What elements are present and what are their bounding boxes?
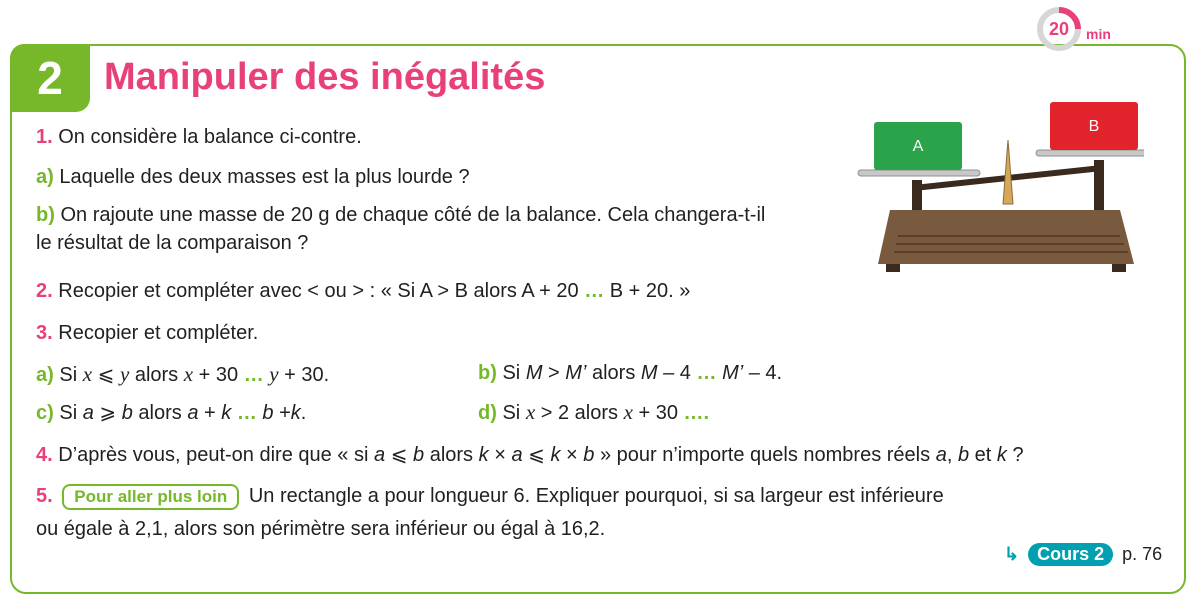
timer-unit: min <box>1086 26 1111 42</box>
q4-le2: ⩽ <box>528 444 545 466</box>
q3a-x2: x <box>183 362 194 386</box>
q4-a3: a <box>935 444 947 466</box>
q1a-text: Laquelle des deux masses est la plus lourde ? <box>59 166 470 188</box>
q5-text-1: Un rectangle a pour longueur 6. Expliquer pourquoi, si sa largeur est inférieure <box>248 485 944 507</box>
q2-lt-symbol: < <box>307 280 319 302</box>
q3c-k2: k <box>290 402 301 424</box>
q2-text-end: B + 20. » <box>609 280 691 302</box>
q4-comma: , <box>946 444 953 466</box>
q3c-dots: … <box>236 402 257 424</box>
balance-illustration <box>852 96 1144 280</box>
q5-line <box>36 484 944 510</box>
q3d-x: x <box>525 400 536 424</box>
q4-number: 4. <box>36 444 53 466</box>
exercise-title: Manipuler des inégalités <box>104 56 546 98</box>
q4-k2: k <box>550 444 561 466</box>
q3-line <box>36 322 258 345</box>
q2-ou: ou <box>324 280 347 302</box>
q5-text-2: ou égale à 2,1, alors son périmètre sera inférieur ou égal à 16,2. <box>36 518 606 540</box>
q3-text: Recopier et compléter. <box>58 322 259 344</box>
q5-number: 5. <box>36 485 53 507</box>
q3d-label: d) <box>478 402 497 424</box>
q4-alors: alors <box>429 444 474 466</box>
q3a-label: a) <box>36 364 54 386</box>
balance-needle <box>1003 140 1013 204</box>
q1-line <box>36 126 362 149</box>
q3b-gt: > <box>548 362 560 384</box>
q3c-b: b <box>121 402 133 424</box>
q2-line <box>36 280 690 303</box>
q2-text-mid: : « Si A <box>369 280 432 302</box>
q3d-line <box>478 400 709 425</box>
exercise-number: 2 <box>10 44 90 112</box>
cours-reference[interactable] <box>1004 543 1162 566</box>
q4-a: a <box>374 444 386 466</box>
q3b-minus4: – 4 <box>663 362 691 384</box>
cours-page: p. 76 <box>1122 544 1163 564</box>
q3c-end: . <box>300 402 307 424</box>
q3c-a: a <box>82 402 94 424</box>
q3c-line <box>36 400 306 425</box>
q3b-Mprime: M’ <box>565 362 587 384</box>
q4-le: ⩽ <box>390 444 408 466</box>
q1b-line2: le résultat de la comparaison ? <box>36 232 309 254</box>
cours-badge[interactable]: Cours 2 <box>1028 543 1113 566</box>
q4-b: b <box>413 444 425 466</box>
q3b-si: Si <box>502 362 521 384</box>
q3a-line <box>36 362 329 387</box>
q3c-alors: alors <box>138 402 182 424</box>
q3c-a2: a <box>187 402 199 424</box>
q3a-end: + 30. <box>284 364 330 386</box>
q2-gt-symbol-2: > <box>437 280 450 302</box>
q3d-alors: alors <box>574 402 618 424</box>
arrow-icon: ↳ <box>1004 544 1020 564</box>
q3a-x: x <box>82 362 93 386</box>
q4-k3: k <box>996 444 1007 466</box>
q1-number: 1. <box>36 126 53 148</box>
q3d-gt: > <box>540 402 553 424</box>
q3d-x2: x <box>623 400 633 424</box>
q2-text-start: Recopier et compléter avec <box>58 280 302 302</box>
mass-a-label: A <box>912 138 924 155</box>
q3a-plus30: + 30 <box>198 364 239 386</box>
q4-question-mark: ? <box>1012 444 1024 466</box>
q4-times2: × <box>566 444 578 466</box>
q3c-b2: b <box>262 402 274 424</box>
q3a-le: ⩽ <box>97 364 115 386</box>
q2-text-b: B alors A + 20 <box>454 280 579 302</box>
q4-et: et <box>974 444 992 466</box>
q3a-y2: y <box>269 362 279 386</box>
q2-gt-symbol: > <box>352 280 365 302</box>
q3a-alors: alors <box>134 364 179 386</box>
aller-plus-loin-badge: Pour aller plus loin <box>62 484 239 510</box>
q1-text: On considère la balance ci-contre. <box>58 126 362 148</box>
q3d-plus30: + 30 <box>638 402 678 424</box>
q4-text-2: » pour n’importe quels nombres réels <box>599 444 931 466</box>
q1a-line <box>36 166 470 189</box>
q3a-y: y <box>119 362 130 386</box>
q2-number: 2. <box>36 280 53 302</box>
q4-k: k <box>478 444 489 466</box>
q1b-text: On rajoute une masse de 20 g de chaque côté de la balance. Cela changera-t-il <box>60 204 766 226</box>
q3b-M2: M <box>640 362 658 384</box>
q4-line <box>36 442 1024 467</box>
q3b-line <box>478 362 782 385</box>
q1b-label: b) <box>36 204 55 226</box>
q3b-dots: … <box>696 362 717 384</box>
q3d-si: Si <box>502 402 521 424</box>
q3c-k: k <box>221 402 232 424</box>
q3d-two: 2 <box>557 402 570 424</box>
q3b-label: b) <box>478 362 497 384</box>
q3a-dots: … <box>243 364 264 386</box>
q3-number: 3. <box>36 322 53 344</box>
q3c-plus: + <box>204 402 216 424</box>
mass-b-label: B <box>1088 118 1100 135</box>
q3c-si: Si <box>59 402 78 424</box>
q1b-line <box>36 204 765 227</box>
q4-b2: b <box>583 444 595 466</box>
q2-dots: … <box>584 280 605 302</box>
q1a-label: a) <box>36 166 54 188</box>
q3c-label: c) <box>36 402 54 424</box>
q3b-Mprime2: M’ <box>722 362 744 384</box>
q4-b3: b <box>957 444 970 466</box>
q3b-alors: alors <box>591 362 636 384</box>
q3b-end: – 4. <box>748 362 783 384</box>
q3d-dots: …. <box>683 402 710 424</box>
q4-text-1: D’après vous, peut-on dire que « si <box>58 444 369 466</box>
timer-value: 20 <box>1048 18 1070 39</box>
q3b-M: M <box>525 362 543 384</box>
q4-a2: a <box>511 444 523 466</box>
q3c-ge: ⩾ <box>99 402 117 424</box>
q3c-plus2: + <box>279 402 291 424</box>
q4-times: × <box>494 444 506 466</box>
q3a-si: Si <box>59 364 78 386</box>
